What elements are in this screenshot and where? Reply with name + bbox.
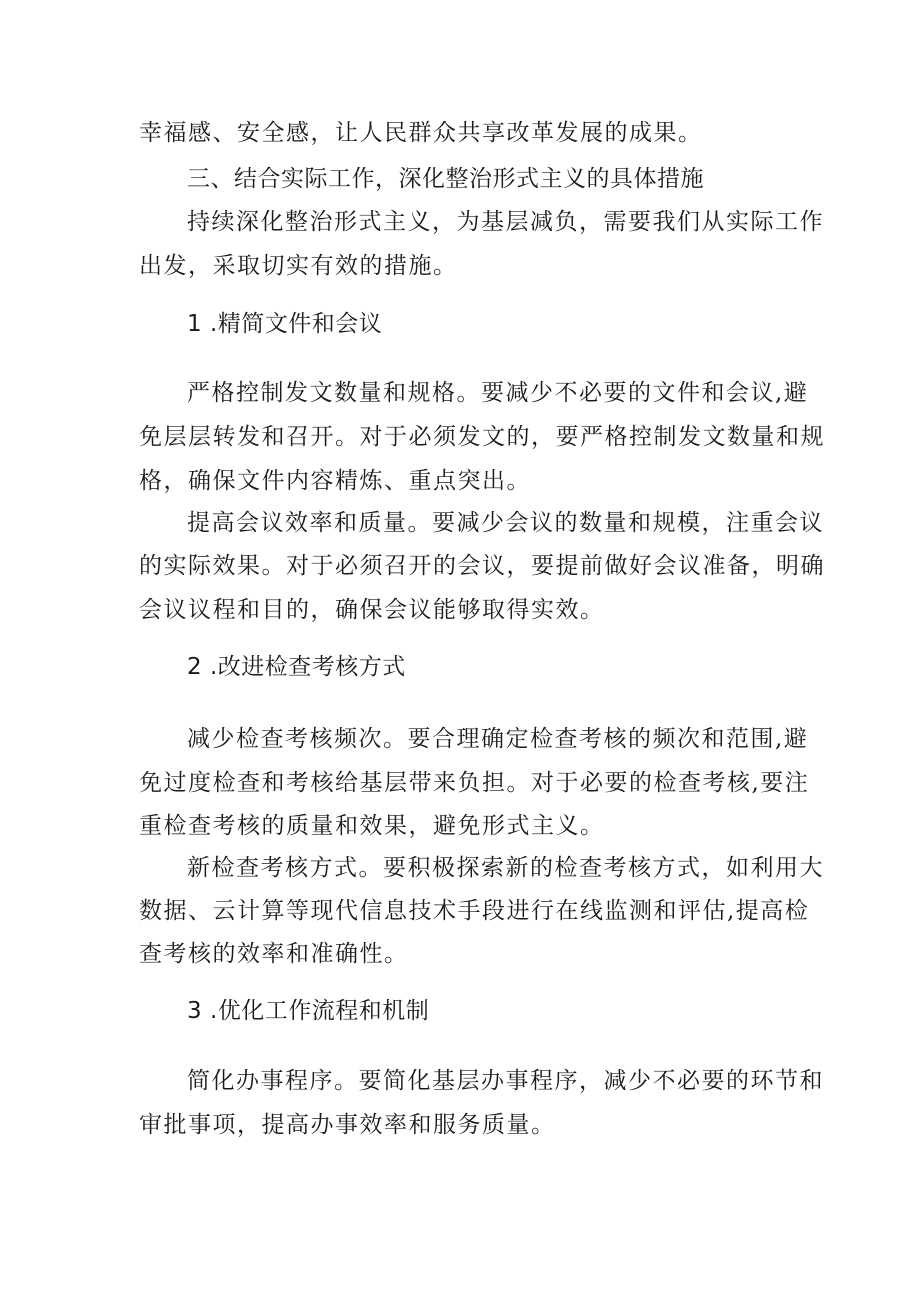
paragraph-line: 数据、云计算等现代信息技术手段进行在线监测和评估,提高检 — [139, 898, 810, 924]
paragraph-line: 提高会议效率和质量。要减少会议的数量和规模，注重会议 — [187, 510, 824, 536]
subsection-heading-2: 2 .改进检查考核方式 — [187, 654, 406, 680]
paragraph-line: 免层层转发和召开。对于必须发文的，要严格控制发文数量和规 — [139, 424, 825, 450]
paragraph-line: 简化办事程序。要简化基层办事程序，减少不必要的环节和 — [187, 1068, 824, 1094]
paragraph-line: 重检查考核的质量和效果，避免形式主义。 — [139, 813, 605, 839]
paragraph-line: 查考核的效率和准确性。 — [139, 941, 409, 967]
paragraph-line: 减少检查考核频次。要合理确定检查考核的频次和范围,避 — [187, 726, 809, 752]
subsection-heading-1: 1 .精简文件和会议 — [187, 311, 383, 337]
intro-tail-line: 幸福感、安全感，让人民群众共享改革发展的成果。 — [139, 120, 703, 146]
paragraph-line: 审批事项，提高办事效率和服务质量。 — [139, 1112, 556, 1138]
section-heading: 三、结合实际工作，深化整治形式主义的具体措施 — [187, 166, 704, 192]
paragraph-line: 免过度检查和考核给基层带来负担。对于必要的检查考核,要注 — [139, 770, 810, 796]
paragraph-line: 新检查考核方式。要积极探索新的检查考核方式，如利用大 — [187, 855, 824, 881]
section-intro-line: 出发，采取切实有效的措施。 — [139, 253, 458, 279]
paragraph-line: 会议议程和目的，确保会议能够取得实效。 — [139, 597, 605, 623]
paragraph-line: 严格控制发文数量和规格。要减少不必要的文件和会议,避 — [187, 380, 809, 406]
section-intro-line: 持续深化整治形式主义，为基层减负，需要我们从实际工作 — [187, 209, 824, 235]
subsection-heading-3: 3 .优化工作流程和机制 — [187, 998, 430, 1024]
paragraph-line: 格，确保文件内容精炼、重点突出。 — [139, 468, 531, 494]
paragraph-line: 的实际效果。对于必须召开的会议，要提前做好会议准备，明确 — [139, 553, 825, 579]
